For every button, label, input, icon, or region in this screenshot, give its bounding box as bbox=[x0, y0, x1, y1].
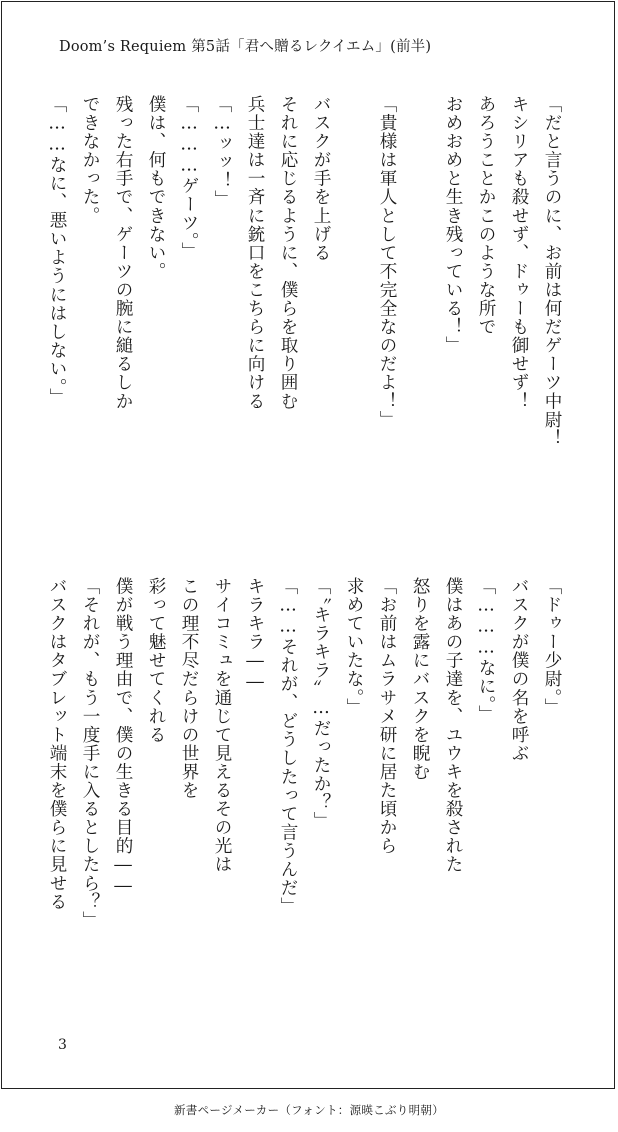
text-column: 「だと言うのに、お前は何だゲーツ中尉！ bbox=[542, 95, 562, 448]
text-column: 僕はあの子達を、ユウキを殺された bbox=[443, 577, 463, 874]
text-column: できなかった。 bbox=[80, 95, 100, 225]
text-column: バスクはタブレット端末を僕らに見せる bbox=[47, 577, 67, 911]
text-column: 「……それが、どうしたって言うんだ」 bbox=[278, 577, 298, 916]
footer-credit: 新書ページメーカー（フォント：源暎こぶり明朝） bbox=[173, 1103, 445, 1117]
text-column: 僕は、何もできない。 bbox=[146, 95, 166, 281]
text-column: 求めていたな。」 bbox=[344, 577, 364, 717]
text-column: キラキラ―― bbox=[245, 577, 265, 694]
text-column: 「お前はムラサメ研に居た頃から bbox=[377, 577, 397, 856]
page-number: 3 bbox=[58, 1037, 67, 1053]
text-column: 「それが、もう一度手に入るとしたら？」 bbox=[80, 577, 100, 930]
text-column: 「貴様は軍人として不完全なのだよ！」 bbox=[377, 95, 397, 429]
text-column: 「〝キラキラ〟…だったか？」 bbox=[311, 577, 331, 831]
text-column: 「………なに。」 bbox=[476, 577, 496, 724]
text-column: 「…ッッ！」 bbox=[212, 95, 232, 209]
text-column: おめおめと生き残っている！」 bbox=[443, 95, 463, 355]
text-column: 兵士達は一斉に銃口をこちらに向ける bbox=[245, 95, 265, 411]
text-column: バスクが手を上げる bbox=[311, 95, 331, 262]
text-column: あろうことかこのような所で bbox=[476, 95, 496, 337]
text-column: キシリアも殺せず、ドゥーも御せず！ bbox=[509, 95, 529, 411]
text-column: バスクが僕の名を呼ぶ bbox=[509, 577, 529, 763]
text-column: 残った右手で、ゲーツの腕に縋るしか bbox=[113, 95, 133, 411]
text-column: 「ドゥー少尉。」 bbox=[542, 577, 562, 717]
text-column: この理不尽だらけの世界を bbox=[179, 577, 199, 800]
text-column: 怒りを露にバスクを睨む bbox=[410, 577, 430, 782]
text-column: 彩って魅せてくれる bbox=[146, 577, 166, 744]
text-column: それに応じるように、僕らを取り囲む bbox=[278, 95, 298, 411]
page-title: Doom’s Requiem 第5話「君へ贈るレクイエム」(前半) bbox=[59, 39, 432, 55]
text-column: 僕が戦う理由で、僕の生きる目的―― bbox=[113, 577, 133, 898]
text-column: 「………ゲーツ。」 bbox=[179, 95, 199, 261]
page-frame bbox=[1, 1, 615, 1089]
text-column: 「……なに、悪いようにはしない。」 bbox=[47, 95, 67, 407]
text-column: サイコミュを通じて見えるその光は bbox=[212, 577, 232, 874]
